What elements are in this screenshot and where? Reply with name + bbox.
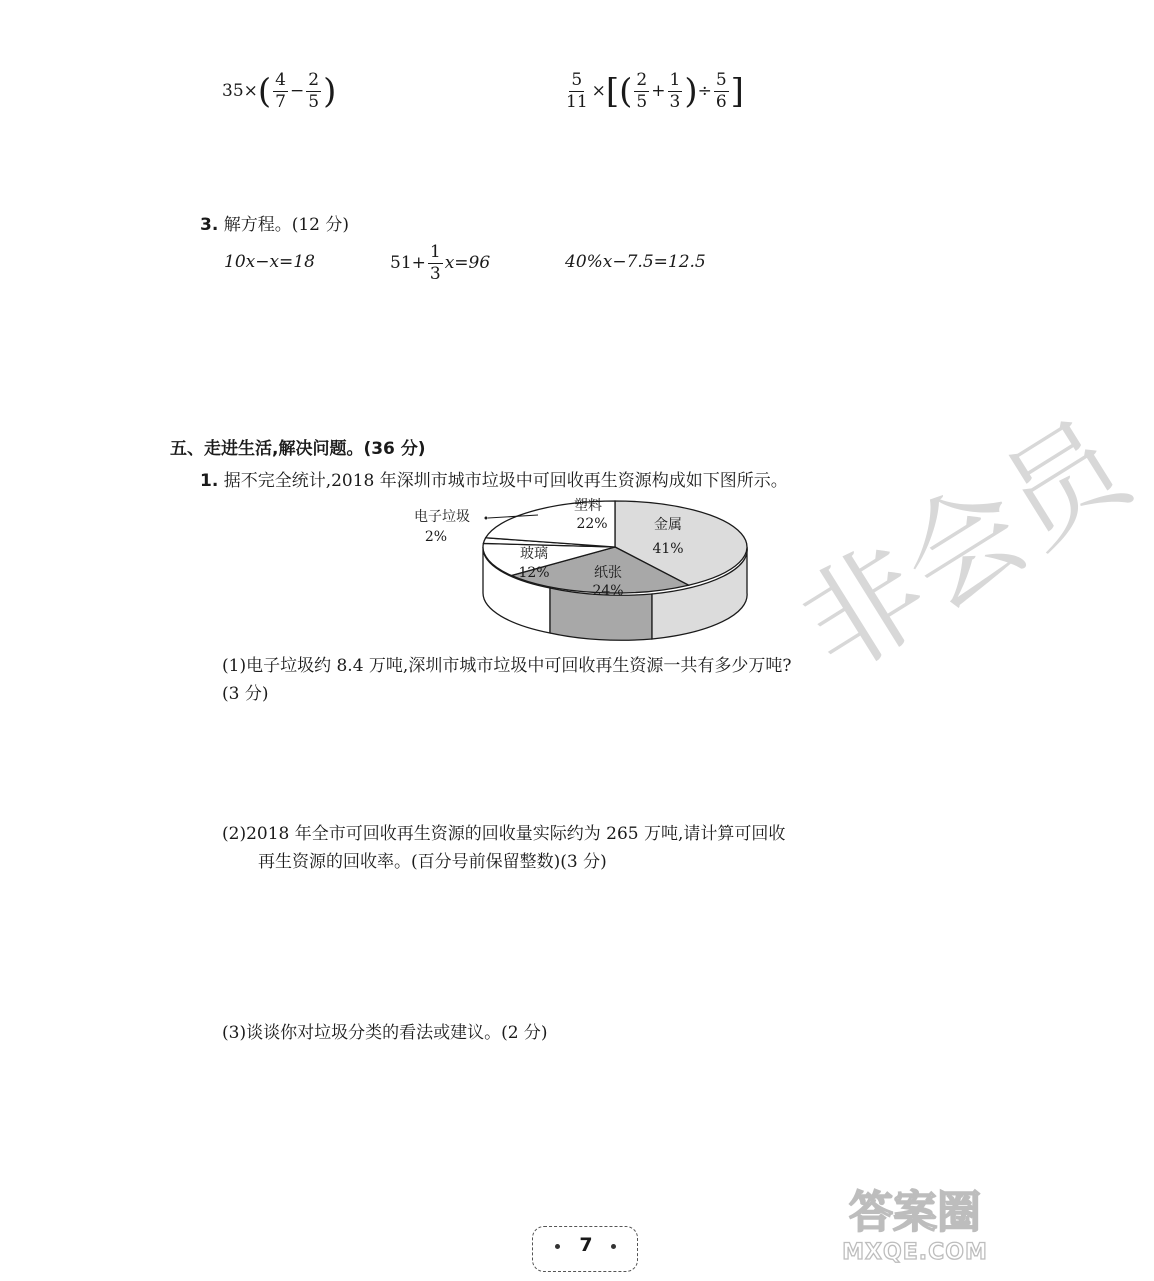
expr-text: 35× (222, 81, 258, 101)
numerator: 5 (715, 70, 727, 90)
fraction (564, 72, 590, 111)
fraction (668, 72, 683, 111)
question-number: 3. (200, 215, 219, 235)
fraction (714, 72, 729, 111)
sub-question-3: (3)谈谈你对垃圾分类的看法或建议。(2 分) (222, 1023, 548, 1043)
equation-3: 40%x−7.5=12.5 (565, 252, 706, 272)
question-title: 解方程。(12 分) (223, 215, 350, 235)
fraction (634, 72, 649, 111)
eq-text: 51+ (390, 253, 426, 273)
sub-question-1 (222, 652, 791, 708)
equation-2 (390, 244, 490, 283)
numerator: 1 (669, 70, 681, 90)
denominator: 6 (715, 92, 727, 112)
fraction (273, 72, 288, 111)
fraction (428, 244, 443, 283)
paren: ) (684, 71, 698, 112)
watermark-logo-bottom: MXQE.COM (842, 1240, 988, 1265)
question-text: 据不完全统计,2018 年深圳市城市垃圾中可回收再生资源构成如下图所示。 (223, 471, 788, 491)
label-metal-name: 金属 (654, 517, 682, 533)
denominator: 3 (429, 264, 441, 284)
equation-1: 10x−x=18 (224, 252, 315, 272)
label-ewaste-name: 电子垃圾 (414, 509, 470, 525)
sub-question-text: (2)2018 年全市可回收再生资源的回收量实际约为 265 万吨,请计算可回收 (222, 824, 786, 844)
numerator: 5 (571, 70, 583, 90)
numerator: 2 (308, 70, 320, 90)
operator: + (651, 81, 666, 101)
watermark-logo-top: 答案圈 (849, 1187, 981, 1238)
label-metal-value: 41% (652, 541, 684, 557)
page-number-dot-right (611, 1244, 616, 1249)
paren: ( (257, 71, 272, 112)
label-glass-value: 12% (518, 565, 550, 581)
numerator: 4 (275, 70, 286, 90)
operator: × (591, 81, 606, 101)
denominator: 11 (566, 92, 588, 112)
denominator: 3 (669, 92, 681, 112)
sub-question-points: (3 分) (222, 684, 269, 704)
denominator: 5 (636, 92, 648, 112)
sub-question-text: (1)电子垃圾约 8.4 万吨,深圳市城市垃圾中可回收再生资源一共有多少万吨? (222, 656, 792, 676)
watermark-text: 非会员 (777, 394, 1152, 700)
bracket: ] (730, 71, 744, 112)
operator: − (289, 81, 305, 101)
label-plastic-value: 22% (576, 516, 608, 532)
watermark-logo (832, 1176, 998, 1278)
question-number: 1. (200, 471, 219, 491)
expression-1 (222, 72, 336, 111)
expression-2 (562, 72, 744, 111)
label-ewaste-value: 2% (424, 529, 448, 545)
label-paper-name: 纸张 (594, 565, 622, 581)
paren: ( (619, 71, 633, 112)
bracket: [ (605, 71, 620, 112)
denominator: 5 (308, 92, 320, 112)
page-number-dot-left (555, 1244, 560, 1249)
label-glass-name: 玻璃 (520, 546, 548, 562)
operator: ÷ (697, 81, 712, 101)
paren: ) (323, 71, 337, 112)
leader-dot (485, 517, 488, 520)
label-plastic-name: 塑料 (574, 498, 602, 514)
label-paper-value: 24% (592, 583, 624, 599)
numerator: 1 (429, 242, 441, 262)
denominator: 7 (275, 92, 286, 112)
sub-question-2 (222, 820, 785, 876)
section-5-title: 五、走进生活,解决问题。(36 分) (170, 439, 426, 459)
pie-chart (370, 485, 770, 650)
page-number: 7 (579, 1234, 593, 1256)
eq-text: x=96 (444, 253, 491, 273)
section-3-heading (200, 210, 349, 235)
numerator: 2 (636, 70, 648, 90)
fraction (306, 72, 321, 111)
sub-question-text: 再生资源的回收率。(百分号前保留整数)(3 分) (258, 852, 607, 872)
